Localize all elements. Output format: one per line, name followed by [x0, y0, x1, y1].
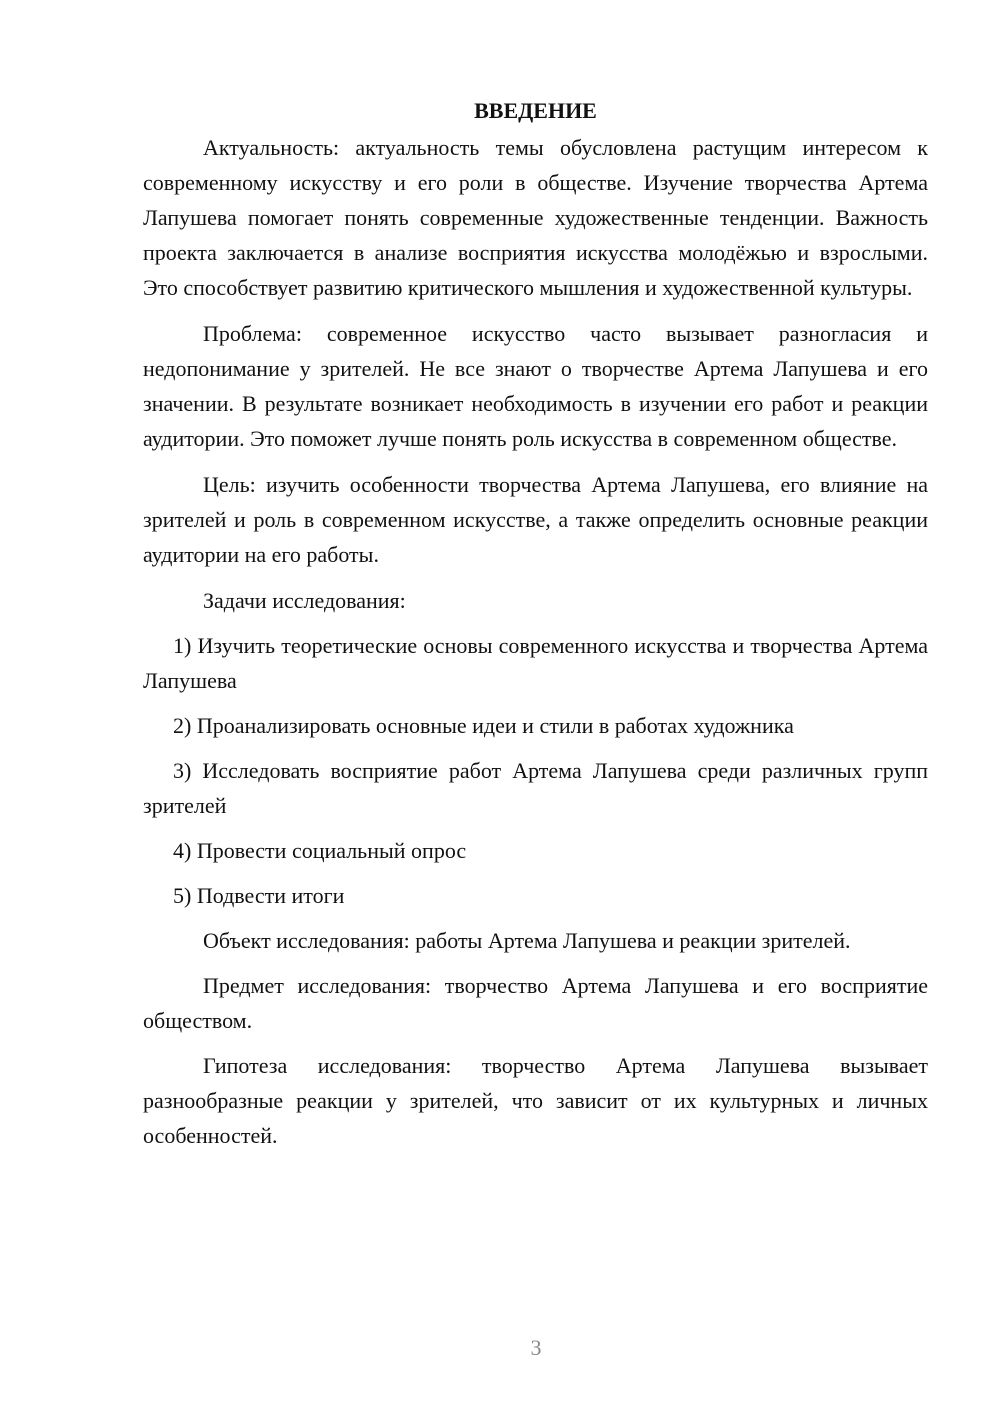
- goal-paragraph: Цель: изучить особенности творчества Артема Лапушева, его влияние на зрителей и роль в современном искусстве, а также определить основные реакции аудитории на его работы.: [143, 472, 928, 567]
- object-paragraph: Объект исследования: работы Артема Лапушева и реакции зрителей.: [203, 928, 851, 953]
- task-item-2: 2) Проанализировать основные идеи и стили в работах художника: [173, 713, 794, 738]
- relevance-paragraph: Актуальность: актуальность темы обусловлена растущим интересом к современному искусству и его роли в обществе. Изучение творчества Артема Лапушева помогает понять современные художественные тенденции. Важность проекта заключается в анализе восприятия искусства молодёжью и взрослыми. Это способствует развитию критического мышления и художественной культуры.: [143, 135, 928, 300]
- hypothesis-paragraph: Гипотеза исследования: творчество Артема Лапушева вызывает разнообразные реакции у зрителей, что зависит от их культурных и личных особенностей.: [143, 1053, 928, 1148]
- task-item-1: 1) Изучить теоретические основы современного искусства и творчества Артема Лапушева: [143, 633, 928, 693]
- tasks-heading: Задачи исследования:: [203, 588, 406, 613]
- document-body: [143, 92, 928, 1153]
- page-number: 3: [530, 1335, 542, 1360]
- task-item-4: 4) Провести социальный опрос: [173, 838, 467, 863]
- task-item-5: 5) Подвести итоги: [173, 883, 345, 908]
- problem-paragraph: Проблема: современное искусство часто вызывает разногласия и недопонимание у зрителей. Не все знают о творчестве Артема Лапушева и его значении. В результате возникает необходимость в изучении его работ и реакции аудитории. Это поможет лучше понять роль искусства в современном обществе.: [143, 321, 928, 451]
- subject-paragraph: Предмет исследования: творчество Артема Лапушева и его восприятие обществом.: [143, 973, 928, 1033]
- task-item-3: 3) Исследовать восприятие работ Артема Лапушева среди различных групп зрителей: [143, 758, 928, 818]
- section-title: ВВЕДЕНИЕ: [474, 98, 597, 123]
